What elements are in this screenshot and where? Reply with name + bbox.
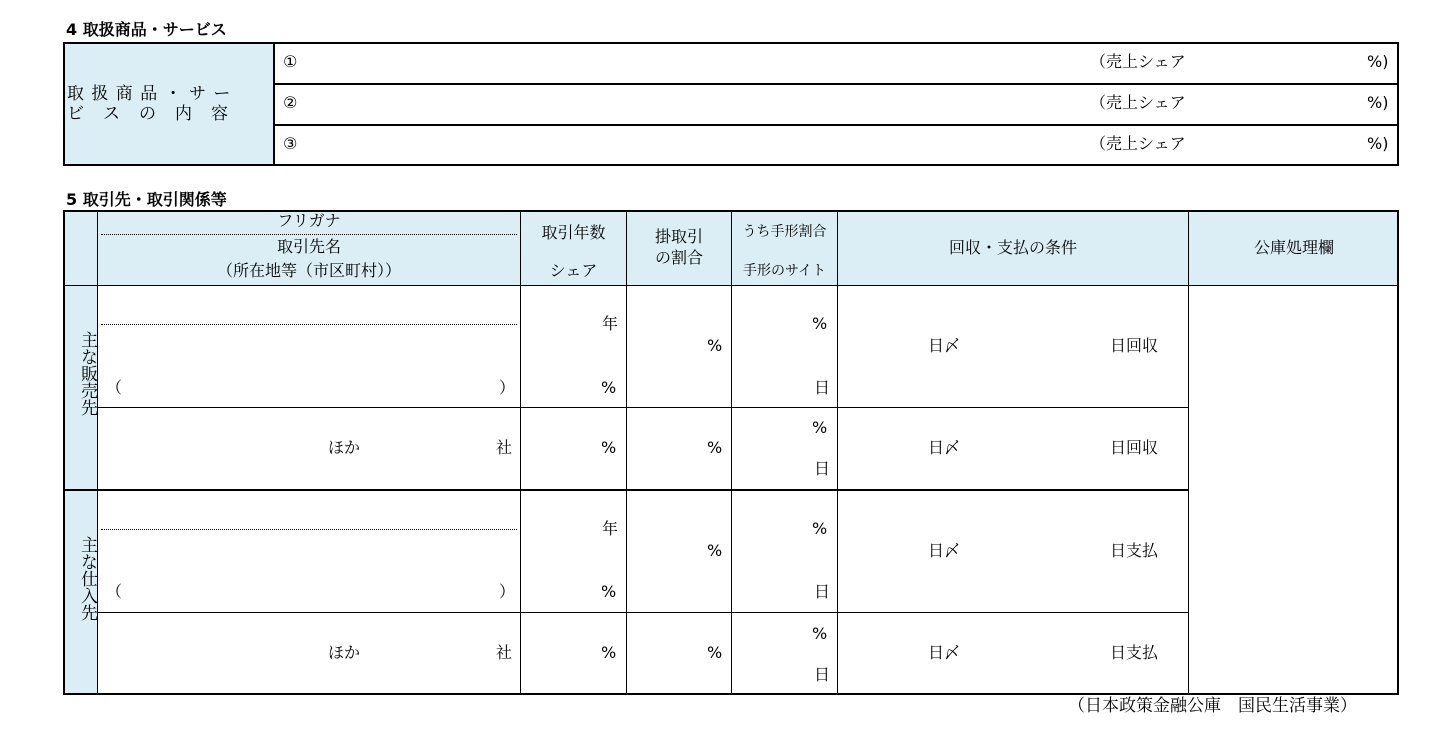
- sales-others-label: ほか: [328, 438, 361, 457]
- sales-credit-unit: %: [707, 336, 723, 355]
- products-row-line: [274, 124, 1399, 126]
- sales-furigana-dotted-line: [101, 324, 517, 325]
- header-location: （所在地等（市区町村））: [216, 261, 401, 280]
- sales-others-close-day: 日〆: [928, 438, 961, 457]
- purchase-companies-unit: 社: [496, 643, 513, 662]
- product-row-3-share-close: %): [1367, 134, 1389, 153]
- purchase-others-share-unit: %: [601, 643, 617, 662]
- sales-share-unit: %: [601, 378, 617, 397]
- products-label-line2: ビ ス の 内 容: [67, 104, 229, 124]
- purchase-years-unit: 年: [602, 519, 619, 538]
- product-row-3-share-label: （売上シェア: [1090, 134, 1186, 153]
- products-table-border: [63, 42, 1399, 166]
- header-terms: 回収・支払の条件: [948, 238, 1077, 257]
- header-bill-site: 手形のサイト: [742, 263, 827, 279]
- sales-side-label: 主な販売先: [77, 331, 97, 416]
- sales-paren-open: （: [106, 378, 123, 397]
- product-row-2-share-label: （売上シェア: [1090, 93, 1186, 112]
- purchase-side-label: 主な仕入先: [77, 536, 97, 621]
- header-bottom-line: [63, 285, 1399, 286]
- product-row-1-share-label: （売上シェア: [1090, 52, 1186, 71]
- col-line: [1188, 210, 1189, 695]
- purchase-bill-day-unit: 日: [814, 582, 831, 601]
- purchase-paren-open: （: [106, 582, 123, 601]
- sales-bill-day-unit: 日: [814, 378, 831, 397]
- purchase-close-day: 日〆: [928, 541, 961, 560]
- purchase-others-bill-unit: %: [812, 624, 828, 643]
- purchase-bill-unit: %: [812, 519, 828, 538]
- purchase-credit-unit: %: [707, 541, 723, 560]
- sales-years-unit: 年: [602, 314, 619, 333]
- header-credit-2: の割合: [654, 248, 703, 267]
- col-line: [520, 210, 521, 695]
- sales-bill-unit: %: [812, 314, 828, 333]
- col-line: [837, 210, 838, 695]
- product-row-2-share-close: %): [1367, 93, 1389, 112]
- purchase-others-pay-day: 日支払: [1110, 643, 1159, 662]
- sales-others-collect-day: 日回収: [1110, 438, 1159, 457]
- header-credit-1: 掛取引: [654, 227, 703, 246]
- col-line: [731, 210, 732, 695]
- purchase-others-credit-unit: %: [707, 643, 723, 662]
- col-line: [626, 210, 627, 695]
- furigana-dotted-line: [101, 234, 517, 235]
- sales-close-day: 日〆: [928, 336, 961, 355]
- sales-others-bill-day-unit: 日: [814, 459, 831, 478]
- row-line: [98, 612, 1189, 613]
- products-divider: [273, 42, 275, 166]
- header-furigana: フリガナ: [277, 211, 341, 230]
- purchase-others-bill-day-unit: 日: [814, 665, 831, 684]
- section-5-title: 5 取引先・取引関係等: [66, 190, 227, 209]
- purchase-share-unit: %: [601, 582, 617, 601]
- purchase-furigana-dotted-line: [101, 529, 517, 530]
- sales-others-bill-unit: %: [812, 418, 828, 437]
- header-bill-ratio: うち手形割合: [742, 224, 827, 240]
- products-label-line1: 取 扱 商 品 ・ サ ー: [67, 84, 232, 104]
- header-office-use: 公庫処理欄: [1253, 238, 1334, 257]
- product-row-2-number: ②: [283, 93, 298, 112]
- product-row-1-share-close: %): [1367, 52, 1389, 71]
- sales-collect-day: 日回収: [1110, 336, 1159, 355]
- col-line: [97, 210, 98, 695]
- footer-issuer: （日本政策金融公庫 国民生活事業）: [1068, 696, 1357, 716]
- sales-paren-close: ）: [499, 378, 516, 397]
- header-share: シェア: [549, 261, 598, 280]
- products-row-line: [274, 83, 1399, 85]
- product-row-3-number: ③: [283, 134, 298, 153]
- product-row-1-number: ①: [283, 52, 298, 71]
- purchase-paren-close: ）: [499, 582, 516, 601]
- header-partner-name: 取引先名: [276, 237, 341, 256]
- row-line: [98, 407, 1189, 408]
- sales-others-credit-unit: %: [707, 438, 723, 457]
- purchase-others-label: ほか: [328, 643, 361, 662]
- sales-companies-unit: 社: [496, 438, 513, 457]
- group-line: [63, 489, 1189, 491]
- section-4-title: 4 取扱商品・サービス: [66, 20, 227, 39]
- purchase-others-close-day: 日〆: [928, 643, 961, 662]
- sales-others-share-unit: %: [601, 438, 617, 457]
- purchase-pay-day: 日支払: [1110, 541, 1159, 560]
- header-years: 取引年数: [541, 223, 606, 242]
